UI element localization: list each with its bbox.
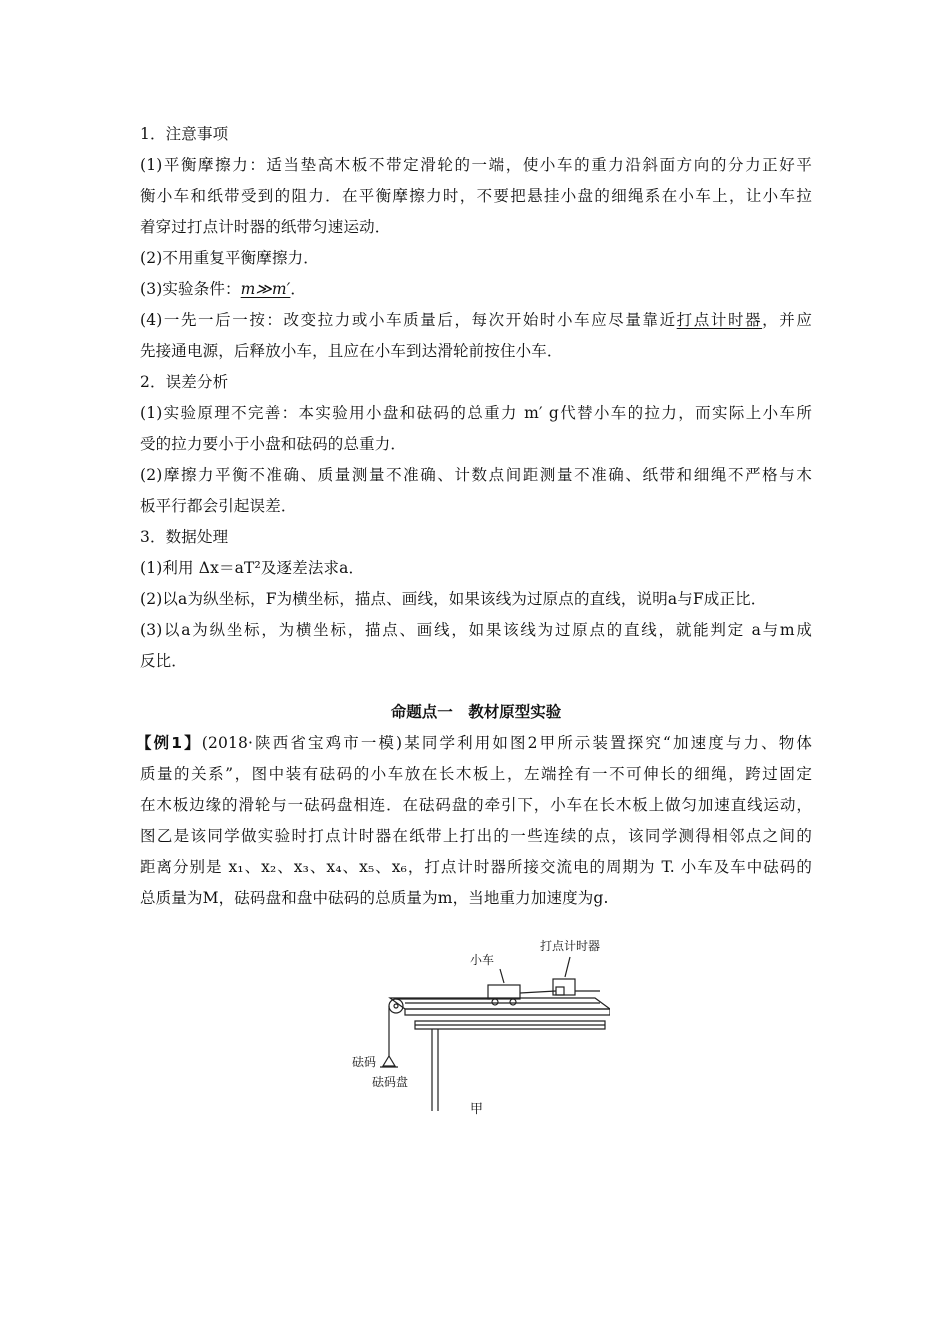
- example-tag: 【例1】: [136, 734, 202, 752]
- label-cart: 小车: [470, 953, 495, 967]
- data-1: (1)利用 Δx＝aT²及逐差法求a．: [140, 559, 365, 577]
- note-4-line-1: [140, 308, 812, 339]
- label-pan: 砝码盘: [372, 1075, 409, 1089]
- error-1-line-2: 受的拉力要小于小盘和砝码的总重力．: [140, 435, 407, 453]
- heading-notes: 1．注意事项: [140, 125, 229, 143]
- example-line-2: 质量的关系”，图中装有砝码的小车放在长木板上，左端拴有一不可伸长的细绳，跨过固定: [140, 765, 812, 783]
- apparatus-figure: [352, 939, 610, 1123]
- example-line-5: 距离分别是 x₁、x₂、x₃、x₄、x₅、x₆，打点计时器所接交流电的周期为 T. 小车及车中砝码的: [140, 858, 812, 876]
- note-4-suffix: ，并应: [762, 311, 812, 329]
- note-3-suffix: ．: [290, 280, 307, 298]
- example-line-6: 总质量为M，砝码盘和盘中砝码的总质量为m，当地重力加速度为g.: [140, 889, 609, 907]
- example-line-1: [136, 731, 812, 762]
- note-2: (2)不用重复平衡摩擦力．: [140, 249, 319, 267]
- label-weight: 砝码: [352, 1055, 377, 1069]
- label-timer: 打点计时器: [540, 939, 601, 953]
- error-2-line-1: (2)摩擦力平衡不准确、质量测量不准确、计数点间距测量不准确、纸带和细绳不严格与木: [140, 466, 812, 484]
- example-line-3: 在木板边缘的滑轮与一砝码盘相连．在砝码盘的牵引下，小车在长木板上做匀加速直线运动，: [140, 796, 812, 814]
- note-1-line-3: 着穿过打点计时器的纸带匀速运动．: [140, 218, 391, 236]
- data-2: (2)以a为纵坐标，F为横坐标，描点、画线，如果该线为过原点的直线，说明a与F成正比．: [140, 590, 767, 608]
- experiment-condition-formula: m≫m′: [240, 280, 291, 298]
- figure-caption: 甲: [470, 1102, 484, 1117]
- error-1-line-1: (1)实验原理不完善：本实验用小盘和砝码的总重力 m′ g代替小车的拉力，而实际上小车所: [140, 404, 812, 422]
- note-4-prefix: (4)一先一后一按：改变拉力或小车质量后，每次开始时小车应尽量靠近: [140, 311, 677, 329]
- example-line-1-text: (2018·陕西省宝鸡市一模)某同学利用如图2甲所示装置探究“加速度与力、物体: [201, 734, 812, 752]
- data-3-line-1: (3)以a为纵坐标，为横坐标，描点、画线，如果该线为过原点的直线，就能判定 a与m成: [140, 621, 812, 639]
- heading-data-processing: 3．数据处理: [140, 528, 229, 546]
- error-2-line-2: 板平行都会引起误差．: [140, 497, 297, 515]
- document-body: [136, 122, 812, 917]
- apparatus-diagram: [360, 943, 610, 1123]
- data-3-line-2: 反比．: [140, 652, 187, 670]
- note-4-line-2: 先接通电源，后释放小车，且应在小车到达滑轮前按住小车．: [140, 342, 563, 360]
- note-1-line-2: 衡小车和纸带受到的阻力．在平衡摩擦力时，不要把悬挂小盘的细绳系在小车上，让小车拉: [140, 187, 812, 205]
- note-4-underlined-term: 打点计时器: [676, 311, 763, 329]
- note-1-line-1: (1)平衡摩擦力：适当垫高木板不带定滑轮的一端，使小车的重力沿斜面方向的分力正好平: [140, 156, 812, 174]
- section-title: 命题点一 教材原型实验: [390, 703, 562, 721]
- heading-errors: 2．误差分析: [140, 373, 229, 391]
- example-line-4: 图乙是该同学做实验时打点计时器在纸带上打出的一些连续的点，该同学测得相邻点之间的: [140, 827, 812, 845]
- note-3: [140, 277, 812, 308]
- note-3-prefix: (3)实验条件：: [140, 280, 241, 298]
